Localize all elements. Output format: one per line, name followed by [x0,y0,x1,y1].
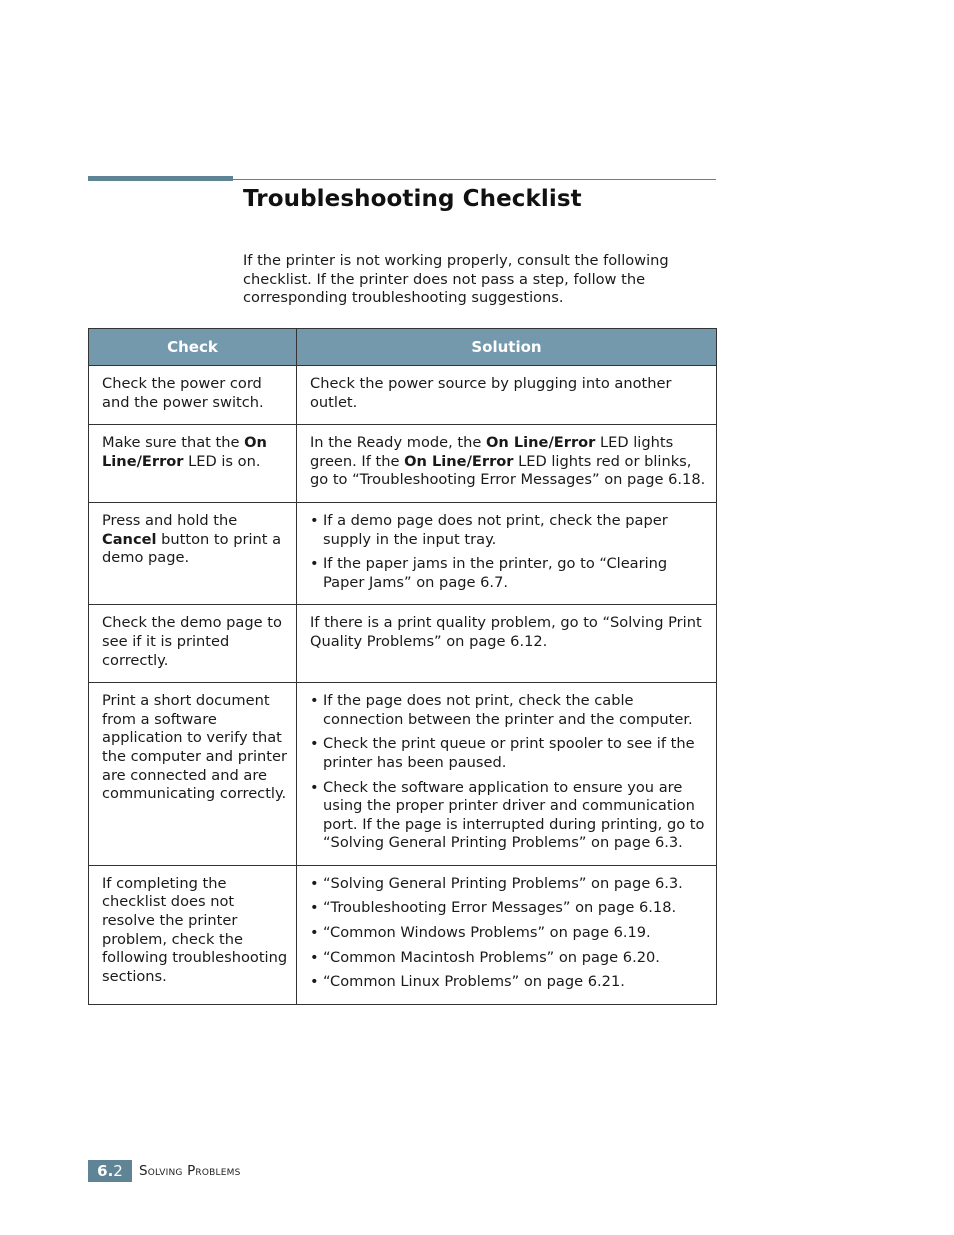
solution-text: LED lights red or blinks, go to “Troubleshooting Error Messages” on page 6.18. [310,452,706,489]
list-item: • Check the print queue or print spooler to see if the printer has been paused. [310,735,708,772]
check-text: If completing the checklist does not resolve the printer problem, check the following troubleshooting sections. [102,874,288,985]
list-item: • If the paper jams in the printer, go to “Clearing Paper Jams” on page 6.7. [310,555,708,592]
intro-paragraph: If the printer is not working properly, consult the following checklist. If the printer does not pass a step, follow the corresponding troubleshooting suggestions. [243,252,669,307]
table-row [89,502,717,604]
list-item: • “Common Linux Problems” on page 6.21. [310,973,708,992]
solution-text: Check the power source by plugging into another outlet. [310,375,672,411]
check-text-bold: On Line/Error [102,434,267,470]
page-title: Troubleshooting Checklist [243,186,582,212]
solution-cell [297,605,717,683]
solution-text: LED lights green. If the [310,434,674,470]
list-item: • “Common Windows Problems” on page 6.19. [310,924,708,943]
check-cell [89,425,297,503]
header-accent-bar [88,176,233,181]
troubleshooting-checklist-table [88,328,717,1005]
check-cell [89,502,297,604]
solution-bullet-list [310,512,708,592]
solution-text: In the Ready mode, the [310,434,486,452]
solution-bullet-list [310,875,708,992]
solution-text-bold: On Line/Error [404,452,514,470]
check-cell [89,605,297,683]
list-item: • If the page does not print, check the cable connection between the printer and the computer. [310,692,708,729]
list-item: • “Troubleshooting Error Messages” on page 6.18. [310,899,708,918]
table-body [89,366,717,1005]
table-row [89,605,717,683]
list-item: • If a demo page does not print, check the paper supply in the input tray. [310,512,708,549]
check-text: Print a short document from a software application to verify that the computer and printer are connected and are communicating correctly. [102,692,287,803]
solution-text-bold: On Line/Error [485,434,596,452]
solution-cell [297,502,717,604]
table-row [89,425,717,503]
column-header-solution: Solution [297,329,717,366]
page-number: 2 [113,1162,123,1180]
page-chapter: 6. [97,1162,114,1180]
column-header-check: Check [89,329,297,366]
header-rule [233,179,716,180]
list-item: • “Solving General Printing Problems” on page 6.3. [310,875,708,894]
check-cell [89,865,297,1004]
check-text: Press and hold the [102,511,238,529]
check-cell [89,683,297,866]
check-cell [89,366,297,425]
check-text: Make sure that the [102,434,245,452]
solution-cell [297,683,717,866]
list-item: • Check the software application to ensure you are using the proper printer driver and communication port. If the page is interrupted during printing, go to “Solving General Printing Problems” on page 6.3. [310,779,708,853]
solution-cell [297,425,717,503]
check-text: button to print a demo page. [102,530,282,567]
solution-bullet-list [310,692,708,853]
table-row [89,865,717,1004]
solution-text: If there is a print quality problem, go to “Solving Print Quality Problems” on page 6.12. [310,614,702,650]
list-item: • “Common Macintosh Problems” on page 6.20. [310,949,708,968]
check-text: Check the power cord and the power switch. [102,375,264,411]
check-text-bold: Cancel [102,530,157,548]
check-text: LED is on. [183,452,261,470]
table-row [89,366,717,425]
table-header-row [89,329,717,366]
solution-cell [297,366,717,425]
check-text: Check the demo page to see if it is printed correctly. [102,614,282,669]
table-row [89,683,717,866]
page-number-tab [88,1160,132,1182]
running-footer-title: Solving Problems [139,1163,241,1179]
solution-cell [297,865,717,1004]
